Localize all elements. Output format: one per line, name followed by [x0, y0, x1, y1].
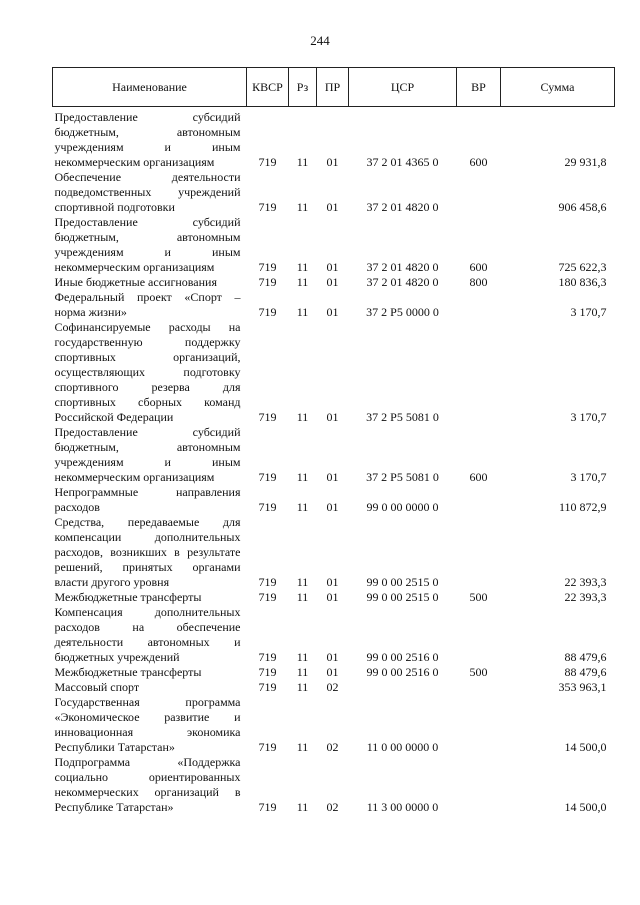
table-row [53, 755, 615, 815]
row-rz: 11 [296, 680, 309, 694]
table-row [53, 515, 615, 590]
row-vr: 800 [469, 275, 488, 289]
table-row [53, 695, 615, 755]
row-csr: 99 0 00 0000 0 [366, 500, 439, 514]
row-vr [457, 695, 501, 755]
row-name: Межбюджетные трансферты [54, 590, 202, 604]
row-vr: 500 [469, 590, 488, 604]
header-sum: Сумма [501, 68, 615, 107]
row-csr [349, 680, 457, 695]
row-name: Предоставление субсидий бюджетным, автономным учреждениям и иным некоммерческим организациям [54, 425, 241, 484]
table-row [53, 590, 615, 605]
row-pr: 01 [326, 470, 339, 484]
row-name: Средства, передаваемые для компенсации дополнительных расходов, возникших в результате решений, принятых органами власти другого уровня [54, 515, 241, 589]
row-rz: 11 [296, 305, 309, 319]
header-name: Наименование [53, 68, 247, 107]
row-name: Федеральный проект «Спорт – норма жизни» [54, 290, 241, 319]
row-kvsr: 719 [258, 200, 277, 214]
row-sum: 725 622,3 [558, 260, 607, 274]
row-sum: 353 963,1 [558, 680, 607, 694]
row-vr [457, 485, 501, 515]
row-kvsr: 719 [258, 590, 277, 604]
row-sum: 110 872,9 [558, 500, 607, 514]
row-vr [457, 170, 501, 215]
row-kvsr: 719 [258, 575, 277, 589]
table-row [53, 605, 615, 665]
row-kvsr: 719 [258, 500, 277, 514]
table-row [53, 170, 615, 215]
row-pr: 01 [326, 275, 339, 289]
row-sum: 3 170,7 [570, 470, 607, 484]
table-row [53, 425, 615, 485]
row-pr: 02 [326, 740, 339, 754]
row-rz: 11 [296, 665, 309, 679]
row-sum: 29 931,8 [564, 155, 607, 169]
row-pr: 01 [326, 200, 339, 214]
row-rz: 11 [296, 740, 309, 754]
header-rz: Рз [289, 68, 317, 107]
row-sum: 14 500,0 [564, 740, 607, 754]
row-name: Государственная программа «Экономическое развитие и инновационная экономика Республики Татарстан» [54, 695, 241, 754]
row-csr: 99 0 00 2516 0 [366, 650, 439, 664]
row-pr: 01 [326, 590, 339, 604]
row-kvsr: 719 [258, 155, 277, 169]
row-name: Массовый спорт [54, 680, 140, 694]
row-csr: 99 0 00 2516 0 [366, 665, 439, 679]
table-body [53, 107, 615, 816]
row-pr: 01 [326, 650, 339, 664]
row-kvsr: 719 [258, 680, 277, 694]
row-name: Непрограммные направления расходов [54, 485, 241, 514]
row-pr: 01 [326, 155, 339, 169]
row-csr: 37 2 P5 5081 0 [366, 410, 439, 424]
row-vr: 600 [469, 155, 488, 169]
row-vr: 600 [469, 470, 488, 484]
row-rz: 11 [296, 410, 309, 424]
row-kvsr: 719 [258, 650, 277, 664]
budget-table [52, 67, 615, 815]
row-rz: 11 [296, 200, 309, 214]
table-row [53, 485, 615, 515]
table-row [53, 290, 615, 320]
row-sum: 3 170,7 [570, 410, 607, 424]
page-number: 244 [310, 33, 330, 48]
row-rz: 11 [296, 470, 309, 484]
row-name: Обеспечение деятельности подведомственных учреждений спортивной подготовки [54, 170, 241, 214]
table-row [53, 320, 615, 425]
row-rz: 11 [296, 590, 309, 604]
row-vr [457, 680, 501, 695]
row-pr: 01 [326, 665, 339, 679]
row-name: Межбюджетные трансферты [54, 665, 202, 679]
row-pr: 01 [326, 305, 339, 319]
row-kvsr: 719 [258, 740, 277, 754]
row-kvsr: 719 [258, 410, 277, 424]
row-kvsr: 719 [258, 275, 277, 289]
row-csr: 37 2 01 4365 0 [366, 155, 439, 169]
row-csr: 37 2 P5 5081 0 [366, 470, 439, 484]
header-vr: ВР [457, 68, 501, 107]
row-csr: 99 0 00 2515 0 [366, 590, 439, 604]
row-rz: 11 [296, 650, 309, 664]
row-rz: 11 [296, 500, 309, 514]
row-pr: 01 [326, 575, 339, 589]
row-vr [457, 755, 501, 815]
row-pr: 02 [326, 680, 339, 694]
table-row [53, 107, 615, 171]
table-row [53, 680, 615, 695]
row-sum: 22 393,3 [564, 590, 607, 604]
row-name: Компенсация дополнительных расходов на обеспечение деятельности автономных и бюджетных учреждений [54, 605, 241, 664]
row-rz: 11 [296, 575, 309, 589]
row-kvsr: 719 [258, 470, 277, 484]
row-csr: 37 2 01 4820 0 [366, 260, 439, 274]
row-csr: 37 2 P5 0000 0 [366, 305, 439, 319]
row-name: Подпрограмма «Поддержка социально ориентированных некоммерческих организаций в Республике Татарстан» [54, 755, 241, 814]
row-kvsr: 719 [258, 260, 277, 274]
row-csr: 37 2 01 4820 0 [366, 200, 439, 214]
row-vr [457, 290, 501, 320]
row-sum: 14 500,0 [564, 800, 607, 814]
row-vr [457, 320, 501, 425]
row-name: Софинансируемые расходы на государственную поддержку спортивных организаций, осуществляющих подготовку спортивного резерва для спортивных сборных команд Российской Федерации [54, 320, 241, 424]
row-kvsr: 719 [258, 665, 277, 679]
table-row [53, 275, 615, 290]
row-pr: 01 [326, 500, 339, 514]
row-rz: 11 [296, 260, 309, 274]
row-csr: 11 3 00 0000 0 [366, 800, 439, 814]
row-sum: 88 479,6 [564, 650, 607, 664]
row-kvsr: 719 [258, 800, 277, 814]
row-pr: 01 [326, 260, 339, 274]
row-pr: 02 [326, 800, 339, 814]
header-pr: ПР [317, 68, 349, 107]
row-vr [457, 515, 501, 590]
row-name: Предоставление субсидий бюджетным, автономным учреждениям и иным некоммерческим организациям [54, 215, 241, 274]
table-row [53, 665, 615, 680]
row-vr: 600 [469, 260, 488, 274]
header-kvsr: КВСР [247, 68, 289, 107]
row-rz: 11 [296, 155, 309, 169]
row-csr: 99 0 00 2515 0 [366, 575, 439, 589]
table-header-row [53, 68, 615, 107]
row-pr: 01 [326, 410, 339, 424]
row-vr: 500 [469, 665, 488, 679]
header-csr: ЦСР [349, 68, 457, 107]
row-sum: 3 170,7 [570, 305, 607, 319]
row-kvsr: 719 [258, 305, 277, 319]
row-csr: 37 2 01 4820 0 [366, 275, 439, 289]
table-row [53, 215, 615, 275]
row-rz: 11 [296, 275, 309, 289]
row-sum: 88 479,6 [564, 665, 607, 679]
row-name: Иные бюджетные ассигнования [54, 275, 217, 289]
row-sum: 906 458,6 [558, 200, 607, 214]
row-rz: 11 [296, 800, 309, 814]
row-name: Предоставление субсидий бюджетным, автономным учреждениям и иным некоммерческим организациям [54, 110, 241, 169]
row-sum: 180 836,3 [558, 275, 607, 289]
row-csr: 11 0 00 0000 0 [366, 740, 439, 754]
row-vr [457, 605, 501, 665]
row-sum: 22 393,3 [564, 575, 607, 589]
